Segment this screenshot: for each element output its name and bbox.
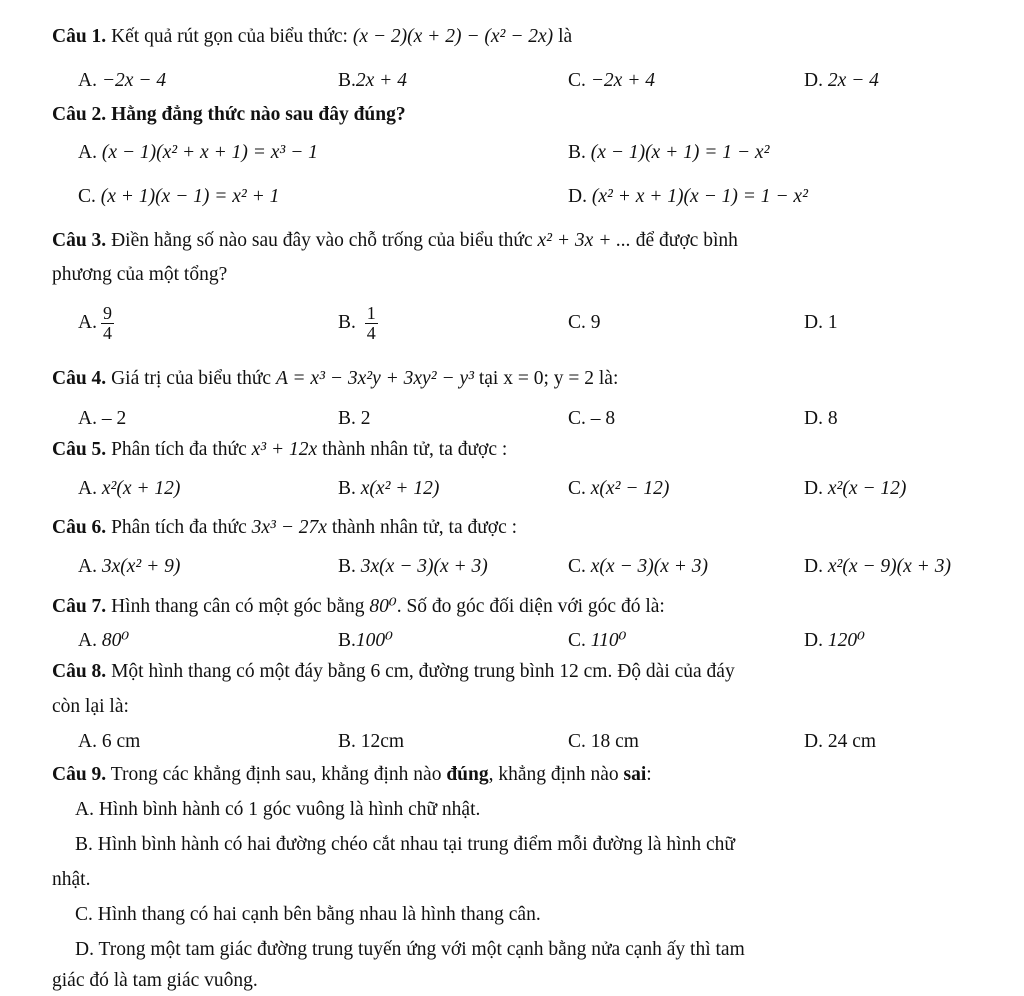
option-d: D. (x² + x + 1)(x − 1) = 1 − x² bbox=[568, 186, 808, 207]
question-math: A = x³ − 3x²y + 3xy² − y³ bbox=[275, 368, 474, 389]
option-b: B. 2 bbox=[338, 408, 371, 429]
question-label: Câu 7. bbox=[52, 596, 107, 617]
option-b: B. 3x(x − 3)(x + 3) bbox=[338, 556, 488, 577]
question-text: Giá trị của biểu thức bbox=[111, 368, 272, 389]
option-b: B. $\frac{1}{4}$ bbox=[338, 303, 376, 343]
question-text: Hình thang cân có một góc bằng bbox=[111, 596, 365, 617]
question-math: x³ + 12x bbox=[251, 439, 318, 460]
question-8-continued: còn lại là: bbox=[52, 696, 129, 717]
option-b: B. x(x² + 12) bbox=[338, 478, 440, 499]
question-text: Một hình thang có một đáy bằng 6 cm, đường trung bình 12 cm. Độ dài của đáy bbox=[111, 661, 735, 682]
statement-a: A. Hình bình hành có 1 góc vuông là hình chữ nhật. bbox=[75, 799, 481, 820]
question-2 bbox=[52, 104, 1024, 126]
question-label: Câu 2. bbox=[52, 104, 107, 125]
question-7 bbox=[52, 594, 1024, 618]
option-b: B. 12cm bbox=[338, 731, 405, 752]
statement-c: C. Hình thang có hai cạnh bên bằng nhau là hình thang cân. bbox=[75, 904, 541, 925]
question-8 bbox=[52, 661, 1024, 683]
statement-d: D. Trong một tam giác đường trung tuyến ứng với một cạnh bằng nửa cạnh ấy thì tam bbox=[75, 939, 745, 960]
option-c: C. 18 cm bbox=[568, 731, 639, 752]
question-math: 3x³ − 27x bbox=[251, 517, 327, 538]
keyword-false: sai bbox=[623, 764, 647, 785]
question-label: Câu 1. bbox=[52, 26, 107, 47]
option-a: A. −2x − 4 bbox=[78, 70, 167, 91]
question-label: Câu 3. bbox=[52, 230, 107, 251]
question-3 bbox=[52, 230, 1024, 252]
question-label: Câu 5. bbox=[52, 439, 107, 460]
question-label: Câu 6. bbox=[52, 517, 107, 538]
option-c: C. 110⁰ bbox=[568, 630, 627, 651]
statement-d-continued: giác đó là tam giác vuông. bbox=[52, 970, 258, 991]
question-label: Câu 4. bbox=[52, 368, 107, 389]
option-d: D. x²(x − 9)(x + 3) bbox=[804, 556, 951, 577]
question-label: Câu 9. bbox=[52, 764, 107, 785]
option-c: C. – 8 bbox=[568, 408, 616, 429]
option-c: C. 9 bbox=[568, 312, 601, 333]
options-q3 bbox=[0, 304, 1024, 356]
question-mid: , khẳng định nào bbox=[488, 764, 619, 785]
option-a: A. (x − 1)(x² + x + 1) = x³ − 1 bbox=[78, 142, 318, 163]
statement-b: B. Hình bình hành có hai đường chéo cắt nhau tại trung điểm mỗi đường là hình chữ bbox=[75, 834, 735, 855]
option-d: D. 120⁰ bbox=[804, 630, 865, 651]
question-text: Phân tích đa thức bbox=[111, 439, 247, 460]
question-3-continued: phương của một tổng? bbox=[52, 264, 228, 285]
option-c: C. x(x² − 12) bbox=[568, 478, 670, 499]
question-tail: tại x = 0; y = 2 là: bbox=[478, 368, 619, 389]
question-text: Kết quả rút gọn của biểu thức: bbox=[111, 26, 348, 47]
question-text: Hằng đẳng thức nào sau đây đúng? bbox=[111, 104, 406, 125]
question-math: 80⁰ bbox=[369, 596, 397, 617]
question-tail: là bbox=[558, 26, 573, 47]
statement-b-continued: nhật. bbox=[52, 869, 91, 890]
option-d: D. 8 bbox=[804, 408, 838, 429]
option-a: A. 6 cm bbox=[78, 731, 141, 752]
question-4 bbox=[52, 368, 1024, 390]
option-c: C. x(x − 3)(x + 3) bbox=[568, 556, 709, 577]
question-5 bbox=[52, 439, 1024, 461]
option-b: B.2x + 4 bbox=[338, 70, 407, 91]
keyword-true: đúng bbox=[446, 764, 489, 785]
question-math: (x − 2)(x + 2) − (x² − 2x) bbox=[352, 26, 554, 47]
option-a: A. 80⁰ bbox=[78, 630, 130, 651]
option-c: C. −2x + 4 bbox=[568, 70, 655, 91]
option-d: D. x²(x − 12) bbox=[804, 478, 907, 499]
option-a: A. x²(x + 12) bbox=[78, 478, 181, 499]
option-d: D. 1 bbox=[804, 312, 838, 333]
option-a: A. 3x(x² + 9) bbox=[78, 556, 181, 577]
option-c: C. (x + 1)(x − 1) = x² + 1 bbox=[78, 186, 280, 207]
question-text: Điền hằng số nào sau đây vào chỗ trống của biểu thức bbox=[111, 230, 533, 251]
option-d: D. 24 cm bbox=[804, 731, 877, 752]
question-label: Câu 8. bbox=[52, 661, 107, 682]
question-tail: thành nhân tử, ta được : bbox=[331, 517, 518, 538]
question-tail: . Số đo góc đối diện với góc đó là: bbox=[396, 596, 665, 617]
question-6 bbox=[52, 517, 1024, 539]
option-b: B. (x − 1)(x + 1) = 1 − x² bbox=[568, 142, 770, 163]
question-9: Câu 9. Trong các khẳng định sau, khẳng định nào đúng, khẳng định nào sai: bbox=[52, 764, 652, 785]
question-math: x² + 3x + ... bbox=[537, 230, 631, 251]
option-a: A. $\frac{9}{4}$ bbox=[78, 303, 112, 343]
option-d: D. 2x − 4 bbox=[804, 70, 879, 91]
question-text: Trong các khẳng định sau, khẳng định nào bbox=[110, 764, 442, 785]
question-tail: để được bình bbox=[635, 230, 738, 251]
question-1 bbox=[52, 26, 1024, 48]
option-b: B.100⁰ bbox=[338, 630, 393, 651]
option-a: A. – 2 bbox=[78, 408, 127, 429]
question-tail: thành nhân tử, ta được : bbox=[322, 439, 508, 460]
question-text: Phân tích đa thức bbox=[111, 517, 247, 538]
